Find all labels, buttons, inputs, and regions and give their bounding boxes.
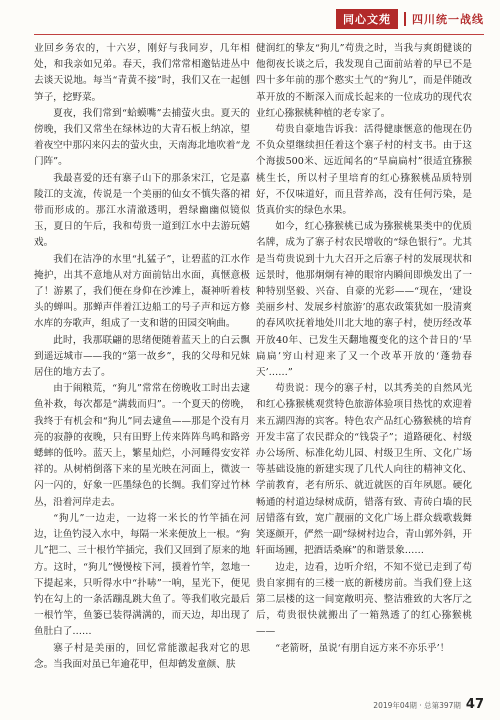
paragraph: 由于闹粮荒，“狗儿”常常在傍晚收工时出去逮鱼补救，每次都是“满载而归”。一个夏天的傍晚，我终于有机会和“狗儿”同去逮鱼——那是个没有月亮的寂静的夜晚，只有田野上传来阵阵鸟鸣和路旁蟋蟀的低吟。蓝天上，繁星灿烂，小河睡得安安祥祥的。从树梢倒落下来的星光映在河面上，微波一闪一闪的，好象一匹墨绿色的长绸。我们穿过竹林丛，沿着河岸走去。 [34,383,250,508]
page-header [336,9,484,29]
magazine-section: 四川统一战线 [412,13,484,26]
left-column [34,41,250,673]
paragraph: 苟贵自豪地告诉我：活得健康惬意的他现在仍不负众望继续担任着这个寨子村的村支书。由于这个海拔500米、远近闻名的“旱扁扁村”很适宜猕猴桃生长，所以村子里培育的红心猕猴桃品质特别好，不仅味道好，而且营养高，没有任何污染，是货真价实的绿色水果。 [256,124,472,217]
paragraph: “狗儿”一边走，一边将一米长的竹竿插在河边，让鱼钓浸入水中，每隔一米来便放上一根。“狗儿”把二、三十根竹竿插完，我们又回到了原来的地方。这时，“狗儿”慢慢桉下河，摸着竹竿，忽地一下提起来，只听得水中“扑哧”一响，星光下，便见钓在勾上的一条活蹦乱跳大鱼了。等我们收完最后一根竹竿，鱼篓已装得满满的，而天边，却出现了鱼肚白了…… [34,512,250,638]
issue-info: 2019年04期 · 总第397期 [373,701,461,710]
paragraph: 健润红的挚友“狗儿”苟贵之时，当我与爽朗健谈的他彻夜长谈之后，我发现自己面前站着的早已不是四十多年前的那个憨实土气的“狗儿”，而是伴随改革开放的不断深入而成长起来的一位成功的现代农业红心猕猴桃种植的老专家了。 [256,43,472,119]
paragraph: 苟贵说：现今的寨子村，以其秀美的自然风光和红心猕猴桃观赏特色旅游体验项目热忱的欢迎着来五湖四海的宾客。特色农产品红心猕猴桃的培育开发丰富了农民群众的“钱袋子”；道路硬化、村级办公场所、标准化幼儿园、村级卫生所、文化广场等基础设施的新建实现了几代人向往的精神文化、学前教育，老有所乐、就近就医的百年夙愿。硬化畅通的村道边绿树成荫，错落有致、青砖白墙的民居错落有致，宽广靓丽的文化广场上群众载歌载舞笑逐颜开，俨然一副“绿树村边合，青山郭外斜，开轩面场圃，把酒话桑麻”的和谐景象…… [256,383,472,557]
header-divider [404,12,406,26]
paragraph: 寨子村是美丽的，回忆常能激起我对它的思念。当我面对虽已年逾花甲，但却鹤发童颜、肤 [34,642,250,670]
page-footer [373,697,484,712]
paragraph: 此时，我那联翩的思绪便随着蓝天上的白云飘到遥远城市——我的“第一故乡”，我的父母和兄妹居住的地方去了。 [34,334,250,379]
page-number: 47 [465,697,484,712]
paragraph: 我们在洁净的水里“扎猛子”，让碧蓝的江水作掩护，出其不意地从对方面前钻出水面，真惬意极了！游累了，我们便在身仰在沙滩上，凝神听着枝头的蝉叫。那蝉声伴着江边船工的号子声和远方修水库的夯歌声，组成了一支和谐的田园交响曲。 [34,253,250,330]
paragraph: 我最喜爱的还有寨子山下的那条宋江，它是嘉陵江的支流，传说是一个美丽的仙女不慎失落的裙带而形成的。那江水清澈透明，碧绿幽幽似镜似玉，夏日的午后，我和苟贵一道到江水中去游玩嬉戏。 [34,172,250,249]
paragraph: 业回乡务农的，十六岁，刚好与我同岁，几年相处，和我亲如兄弟。春天，我们常常相邀钻进丛中去谈天说地。每当“青黄不接”时，我们又在一起刨笋子，挖野菜。 [34,43,250,103]
header-rule [34,34,484,35]
paragraph: 夏夜，我们常到“蛤蟆嘴”去捕萤火虫。夏天的傍晚，我们又常坐在绿林边的大青石板上纳凉，望着夜空中那闪来闪去的萤火虫，天南海北地吹着“龙门阵”。 [34,107,250,168]
right-column [256,41,472,657]
paragraph: 如今，红心猕猴桃已成为猕猴桃果类中的优质名牌，成为了寨子村农民增收的“绿色银行”。尤其是当苟贵说到十九大召开之后寨子村的发展现状和远景时，他那炯炯有神的眼帘内瞬间即焕发出了一种特别坚毅、兴奋、自豪的光彩——“现在，‘建设美丽乡村、发展乡村旅游’的惠农政策犹如一股清爽的春风吹抚着地处川北大地的寨子村，使历经改革开放40年、已发生天翻地覆变化的这个昔日的‘旱扁扁’穷山村迎来了又一个改革开放的‘蓬勃春天’……” [256,221,472,379]
paragraph: 边走，边看，边听介绍，不知不觉已走到了苟贵自家拥有的三楼一底的新楼房前。当我们登上这第二层楼的这一间宽敞明亮、整洁雅致的大客厅之后，苟贵很快就搬出了一箱熟透了的红心猕猴桃—— [256,561,472,638]
paragraph: “老箭呀，虽说‘有朋自远方来不亦乐乎’！ [275,642,450,654]
column-tag: 同心文苑 [336,9,398,29]
